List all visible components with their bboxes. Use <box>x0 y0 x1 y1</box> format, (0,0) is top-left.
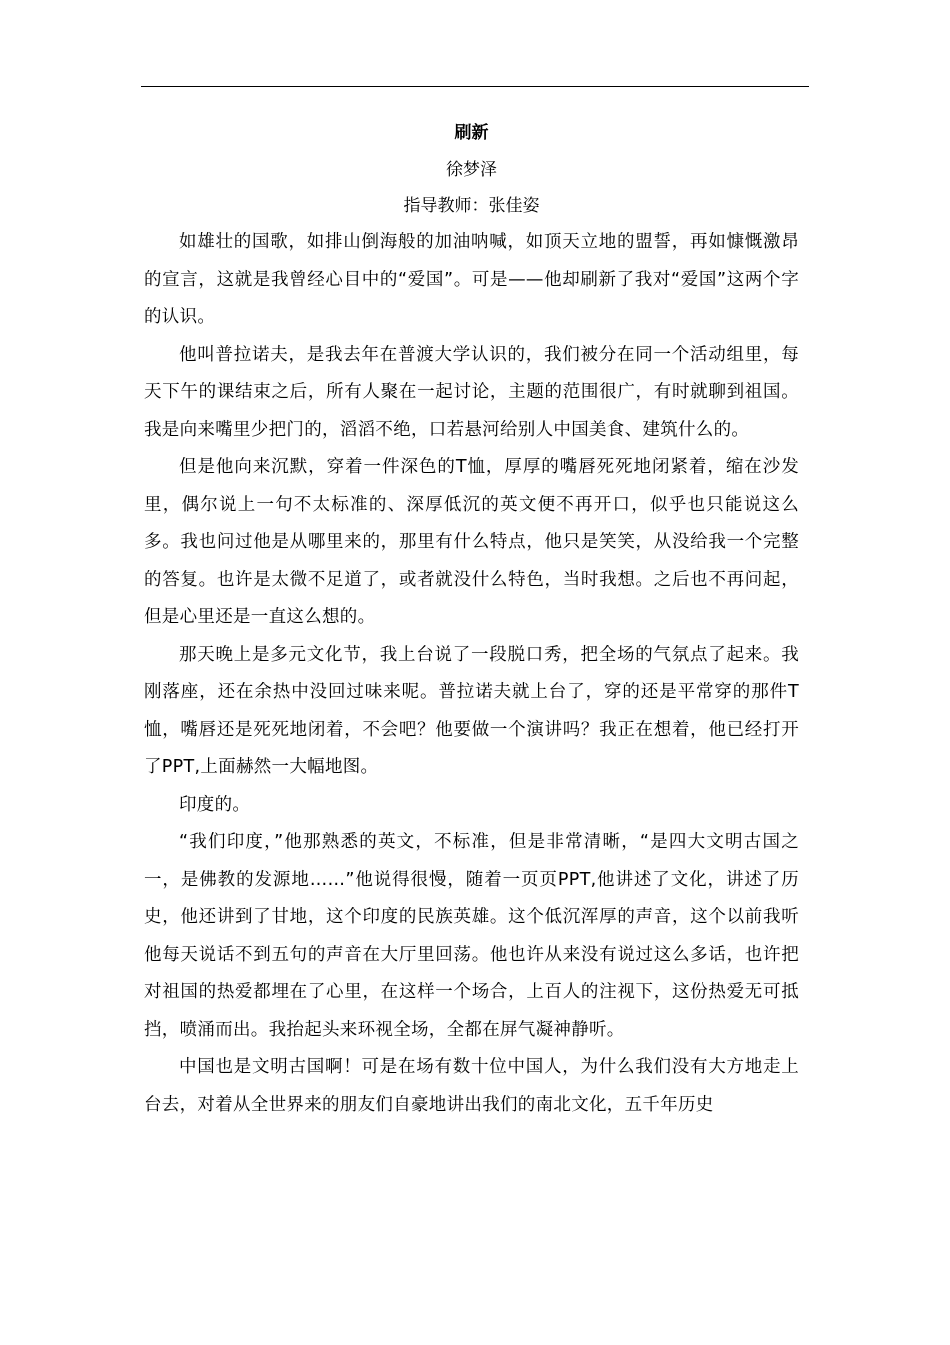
paragraph: 他叫普拉诺夫，是我去年在普渡大学认识的，我们被分在同一个活动组里，每天下午的课结束之后，所有人聚在一起讨论，主题的范围很广，有时就聊到祖国。我是向来嘴里少把门的，滔滔不绝，口若悬河给别人中国美食、建筑什么的。 <box>144 344 799 440</box>
paragraph: 那天晚上是多元文化节，我上台说了一段脱口秀，把全场的气氛点了起来。我刚落座，还在余热中没回过味来呢。普拉诺夫就上台了，穿的还是平常穿的那件T恤，嘴唇还是死死地闭着，不会吧？他要做一个演讲吗？我正在想着，他已经打开了PPT,上面赫然一大幅地图。 <box>144 644 799 777</box>
document-body <box>144 118 799 1124</box>
author-name: 徐梦泽 <box>446 160 497 180</box>
header-rule <box>141 86 809 87</box>
essay-title: 刷新 <box>454 123 489 143</box>
paragraph: 印度的。 <box>179 794 251 815</box>
paragraph: “我们印度，”他那熟悉的英文，不标准，但是非常清晰，“是四大文明古国之一，是佛教的发源地……”他说得很慢，随着一页页PPT,他讲述了文化，讲述了历史，他还讲到了甘地，这个印度的民族英雄。这个低沉浑厚的声音，这个以前我听他每天说话不到五句的声音在大厅里回荡。他也许从来没有说过这么多话，也许把对祖国的热爱都埋在了心里，在这样一个场合，上百人的注视下，这份热爱无可抵挡，喷涌而出。我抬起头来环视全场，全都在屏气凝神静听。 <box>144 832 799 1040</box>
paragraph: 但是他向来沉默，穿着一件深色的T恤，厚厚的嘴唇死死地闭紧着，缩在沙发里，偶尔说上一句不太标准的、深厚低沉的英文便不再开口，似乎也只能说这么多。我也问过他是从哪里来的，那里有什么特点，他只是笑笑，从没给我一个完整的答复。也许是太微不足道了，或者就没什么特色，当时我想。之后也不再问起，但是心里还是一直这么想的。 <box>144 457 799 627</box>
advisor-line: 指导教师：张佳姿 <box>403 196 540 216</box>
paragraph: 中国也是文明古国啊！可是在场有数十位中国人，为什么我们没有大方地走上台去，对着从全世界来的朋友们自豪地讲出我们的南北文化，五千年历史 <box>144 1057 799 1115</box>
paragraph: 如雄壮的国歌，如排山倒海般的加油呐喊，如顶天立地的盟誓，再如慷慨激昂的宣言，这就是我曾经心目中的“爱国”。可是——他却刷新了我对“爱国”这两个字的认识。 <box>144 232 799 327</box>
